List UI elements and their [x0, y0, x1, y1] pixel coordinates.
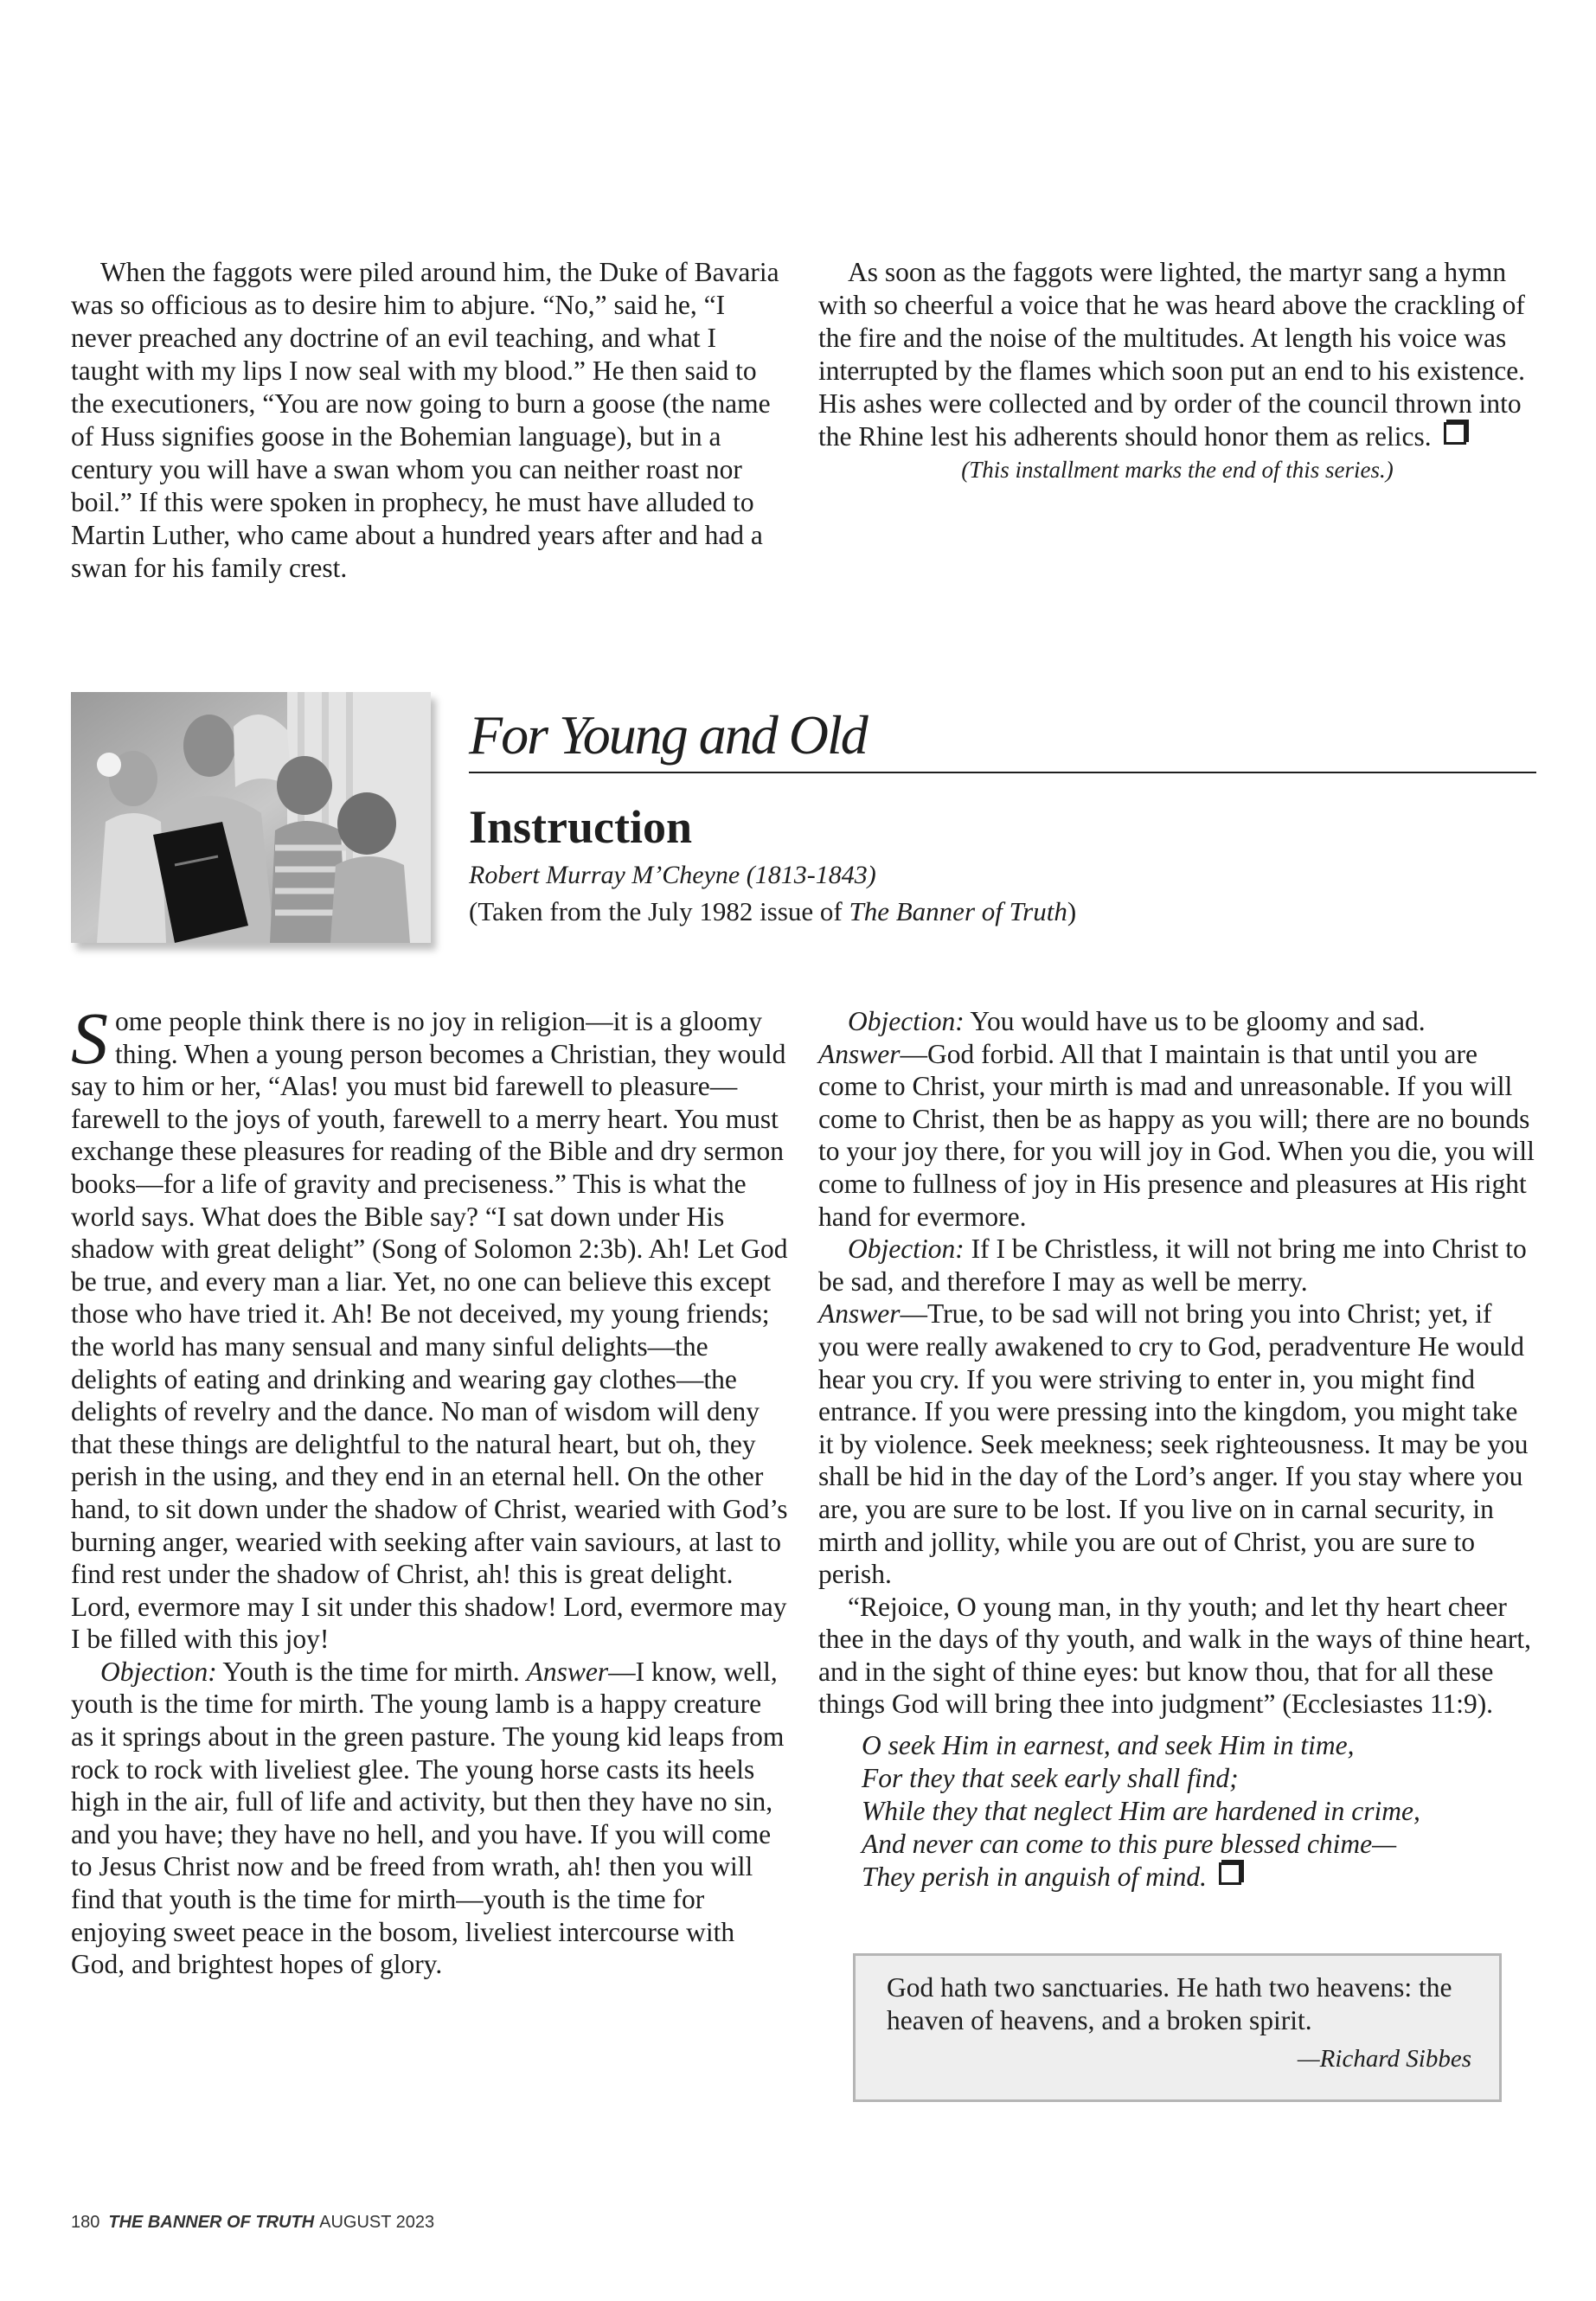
answer-text: —I know, well, youth is the time for mirth. The young lamb is a happy creature as it springs about in the green pasture. The young kid leaps from rock to rock with liveliest glee. The young horse casts its heels high in the air, full of life and activity, but then they have no sin, and you have; they have no hell, and you have. If you will come to Jesus Christ now and be freed from wrath, ah! then you will find that youth is the time for mirth—youth is the time for enjoying sweet peace in the bosom, liveliest intercourse with God, and brightest hopes of glory. [71, 1656, 785, 1980]
paragraph-text: As soon as the faggots were lighted, the martyr sang a hymn with so cheerful a voice that he was heard above the crackling of the fire and the noise of the multitudes. At length his voice was interrupted by the flames which soon put an end to his existence. His ashes were collected and by order of the council thrown into the Rhine lest his adherents should honor them as relics. [818, 257, 1526, 452]
objection-text: You would have us to be gloomy and sad. [964, 1006, 1426, 1036]
article-right-column [818, 1005, 1536, 1894]
poem-line [862, 1861, 1536, 1894]
paragraph-text: ome people think there is no joy in religion—it is a gloomy thing. When a young person becomes a Christian, they would say to him or her, “Alas! you must bid farewell to pleasure—farewell to the joys of youth, farewell to a merry heart. You must exchange these pleasures for reading of the Bible and dry sermon books—for a life of gravity and preciseness.” This is what the world says. What does the Bible say? “I sat down under His shadow with great delight” (Song of Solomon 2:3b). Ah! Let God be true, and every man a liar. Yet, no one can believe this except those who have tried it. Ah! Be not deceived, my young friends; the world has many sensual and many sinful delights—the delights of eating and drinking and wearing gay clothes—the delights of revelry and the dance. No man of wisdom will deny that these things are delightful to the natural heart, but oh, they perish in the using, and they end in an eternal hell. On the other hand, to sit down under the shadow of Christ, wearied with God’s burning anger, wearied with seeking after vain saviours, at last to find rest under the shadow of Christ, ah! this is great delight. Lord, evermore may I sit under this shadow! Lord, evermore may I be filled with this joy! [71, 1006, 788, 1655]
poem-line: While they that neglect Him are hardened in crime, [862, 1796, 1420, 1827]
section-title-text: For Young and Old [469, 704, 867, 766]
poem [862, 1729, 1536, 1894]
answer-label: Answer [526, 1656, 609, 1687]
body-paragraph: “Rejoice, O young man, in thy youth; and let thy heart cheer thee in the days of thy youth, and walk in the ways of thine heart, and in the sight of thine eyes: but know thou, that for all these things God will bring thee into judgment” (Ecclesiastes 11:9). [818, 1591, 1532, 1720]
body-paragraph [818, 256, 1536, 453]
answer-label: Answer [818, 1038, 901, 1069]
article-left-column [71, 997, 789, 1981]
drop-cap: S [71, 997, 108, 1080]
pull-quote-box [853, 1953, 1502, 2102]
family-reading-bible-photo [71, 692, 431, 943]
objection-label: Objection: [848, 1006, 965, 1036]
body-paragraph [818, 1005, 1536, 1233]
publication-name: THE BANNER OF TRUTH [108, 2213, 315, 2232]
section-title [469, 699, 1536, 773]
page-footer [71, 2211, 434, 2234]
body-paragraph [71, 1656, 789, 1981]
objection-label: Objection: [848, 1234, 965, 1265]
poem-line: And never can come to this pure blessed chime— [862, 1829, 1397, 1860]
article-title: Instruction [469, 801, 693, 853]
body-paragraph: When the faggots were piled around him, the Duke of Bavaria was so officious as to desire him to abjure. “No,” said he, “I never preached any doctrine of an evil teaching, and what I taught with my lips I now seal with my blood.” He then said to the executioners, “You are now going to burn a goose (the name of Huss signifies goose in the Bohemian language), but in a century you will have a swan whom you can neither roast nor boil.” If this were spoken in prophecy, he must have alluded to Martin Luther, who came about a hundred years after and had a swan for his family crest. [71, 257, 779, 583]
previous-article-right-column [818, 256, 1536, 486]
article-source [469, 894, 1076, 929]
page-number: 180 [71, 2213, 100, 2232]
source-publication: The Banner of Truth [849, 896, 1067, 926]
end-of-article-mark-icon [1219, 1862, 1241, 1885]
issue-date: AUGUST 2023 [319, 2213, 435, 2232]
article-author: Robert Murray M’Cheyne (1813-1843) [469, 861, 876, 889]
answer-label: Answer [818, 1298, 901, 1330]
objection-text: If I be Christless, it will not bring me into Christ to be sad, and therefore I may as well be merry. [818, 1234, 1527, 1297]
objection-text: Youth is the time for mirth. [216, 1656, 527, 1687]
quote-attribution: —Richard Sibbes [1297, 2045, 1471, 2073]
objection-label: Objection: [100, 1656, 217, 1687]
quote-text: God hath two sanctuaries. He hath two heavens: the heaven of heavens, and a broken spirit. [887, 1972, 1452, 2035]
source-suffix: ) [1067, 896, 1077, 926]
poem-line-text: They perish in anguish of mind. [862, 1862, 1207, 1893]
body-paragraph [818, 1233, 1536, 1591]
answer-text: —True, to be sad will not bring you into Christ; yet, if you were really awakened to cry to God, peradventure He would hear you cry. If you were striving to enter in, you might find entrance. If you were pressing into the kingdom, you might take it by violence. Seek meekness; seek righteousness. It may be you shall be hid in the day of the Lord’s anger. If you stay where you are, you are sure to be lost. If you live on in carnal security, in mirth and jollity, while you are out of Christ, you are sure to perish. [818, 1298, 1529, 1590]
previous-article-left-column [71, 256, 789, 585]
poem-line: For they that seek early shall find; [862, 1763, 1239, 1794]
answer-text: —God forbid. All that I maintain is that until you are come to Christ, your mirth is mad and unreasonable. If you will come to Christ, then be as happy as you will; there are no bounds to your joy there, for you will joy in God. When you die, you will come to fullness of joy in His presence and pleasures at His right hand for evermore. [818, 1038, 1535, 1232]
photo-illustration [71, 692, 431, 943]
series-note: (This installment marks the end of this series.) [961, 457, 1394, 483]
source-prefix: (Taken from the July 1982 issue of [469, 896, 849, 926]
end-of-article-mark-icon [1444, 422, 1466, 445]
poem-line: O seek Him in earnest, and seek Him in time, [862, 1730, 1355, 1761]
body-paragraph [71, 997, 789, 1656]
